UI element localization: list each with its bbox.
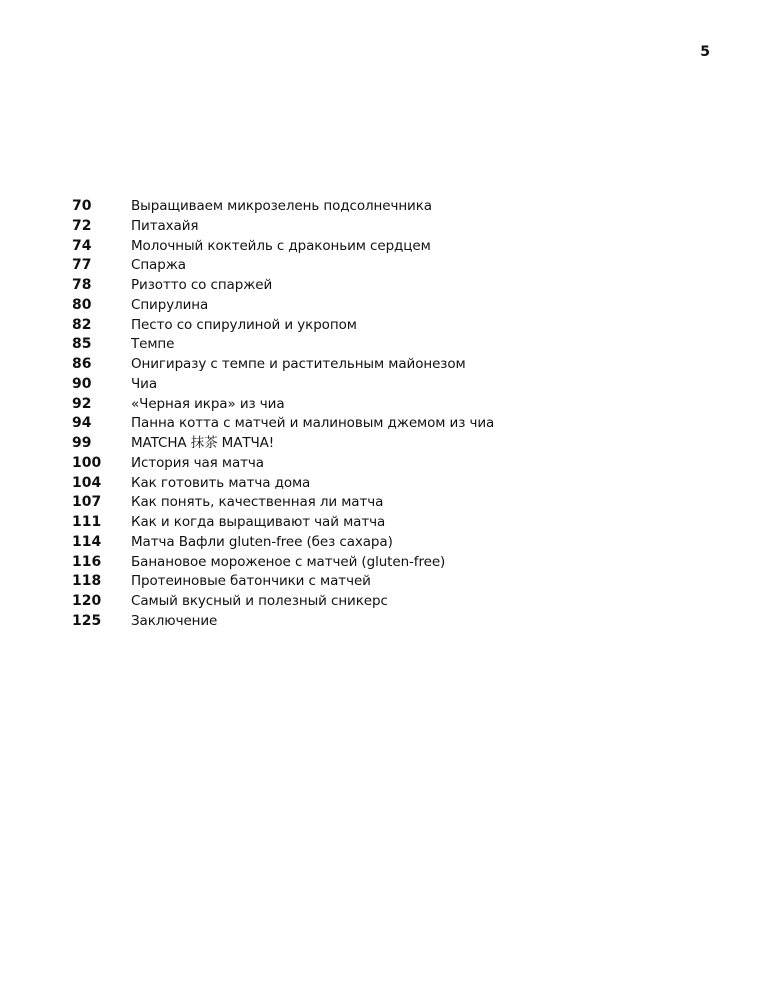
toc-entry[interactable] — [72, 474, 712, 494]
toc-page-number: 116 — [72, 553, 102, 570]
toc-page-number: 90 — [72, 375, 92, 392]
toc-page-number: 78 — [72, 277, 92, 293]
toc-title: Питахайя — [131, 217, 199, 234]
toc-title: Самый вкусный и полезный сникерс — [131, 593, 388, 609]
table-of-contents — [72, 197, 712, 632]
toc-page-number: 82 — [72, 316, 92, 333]
toc-title: Как понять, качественная ли матча — [131, 494, 384, 511]
toc-page-number: 70 — [72, 198, 92, 214]
toc-page-number: 125 — [72, 612, 102, 629]
toc-entry[interactable] — [72, 316, 712, 336]
toc-title: Банановое мороженое с матчей (gluten-free) — [131, 553, 446, 570]
toc-page-number: 72 — [72, 217, 92, 234]
toc-entry[interactable] — [72, 454, 712, 474]
toc-entry[interactable] — [72, 197, 712, 217]
toc-title: Ризотто со спаржей — [131, 277, 273, 293]
toc-entry[interactable] — [72, 553, 712, 573]
toc-entry[interactable] — [72, 237, 712, 257]
toc-title: Выращиваем микрозелень подсолнечника — [131, 198, 432, 214]
toc-page-number: 99 — [72, 435, 92, 451]
toc-page-number: 107 — [72, 494, 102, 511]
toc-page-number: 104 — [72, 474, 102, 491]
toc-title: Чиа — [131, 375, 158, 392]
toc-title: Молочный коктейль с драконьим сердцем — [131, 237, 431, 254]
toc-title: Спаржа — [131, 257, 186, 274]
toc-entry[interactable] — [72, 335, 712, 355]
toc-entry[interactable] — [72, 375, 712, 395]
toc-entry[interactable] — [72, 414, 712, 434]
toc-page-number: 92 — [72, 395, 92, 412]
toc-entry[interactable] — [72, 276, 712, 296]
toc-page-number: 77 — [72, 257, 92, 274]
toc-title: Матча Вафли gluten-free (без сахара) — [131, 533, 393, 550]
toc-page-number: 86 — [72, 356, 92, 372]
toc-entry[interactable] — [72, 355, 712, 375]
toc-title: Заключение — [131, 612, 218, 629]
page-number: 5 — [700, 44, 710, 60]
toc-title: Протеиновые батончики с матчей — [131, 573, 371, 590]
toc-entry[interactable] — [72, 612, 712, 632]
toc-title: Как готовить матча дома — [131, 474, 311, 491]
toc-title: MATCHA 抹茶 МАТЧА! — [131, 435, 275, 451]
toc-page-number: 80 — [72, 296, 92, 313]
toc-page-number: 111 — [72, 514, 102, 530]
toc-page-number: 114 — [72, 533, 102, 550]
toc-title: Спирулина — [131, 296, 209, 313]
toc-title: Онигиразу с темпе и растительным майонезом — [131, 356, 466, 372]
toc-entry[interactable] — [72, 493, 712, 513]
toc-title: Панна котта с матчей и малиновым джемом из чиа — [131, 415, 495, 432]
toc-page-number: 118 — [72, 573, 102, 590]
toc-page-number: 120 — [72, 593, 102, 609]
toc-title: История чая матча — [131, 454, 264, 471]
toc-entry[interactable] — [72, 217, 712, 237]
toc-title: Как и когда выращивают чай матча — [131, 514, 386, 530]
toc-entry[interactable] — [72, 513, 712, 533]
toc-page-number: 85 — [72, 336, 92, 353]
toc-entry[interactable] — [72, 296, 712, 316]
toc-title: Песто со спирулиной и укропом — [131, 316, 357, 333]
toc-entry[interactable] — [72, 395, 712, 415]
toc-entry[interactable] — [72, 434, 712, 454]
toc-page-number: 100 — [72, 454, 102, 471]
toc-page-number: 74 — [72, 237, 92, 254]
toc-entry[interactable] — [72, 533, 712, 553]
toc-title: Темпе — [131, 336, 175, 353]
toc-entry[interactable] — [72, 592, 712, 612]
toc-entry[interactable] — [72, 256, 712, 276]
toc-page-number: 94 — [72, 415, 92, 432]
toc-title: «Черная икра» из чиа — [131, 395, 285, 412]
toc-entry[interactable] — [72, 572, 712, 592]
